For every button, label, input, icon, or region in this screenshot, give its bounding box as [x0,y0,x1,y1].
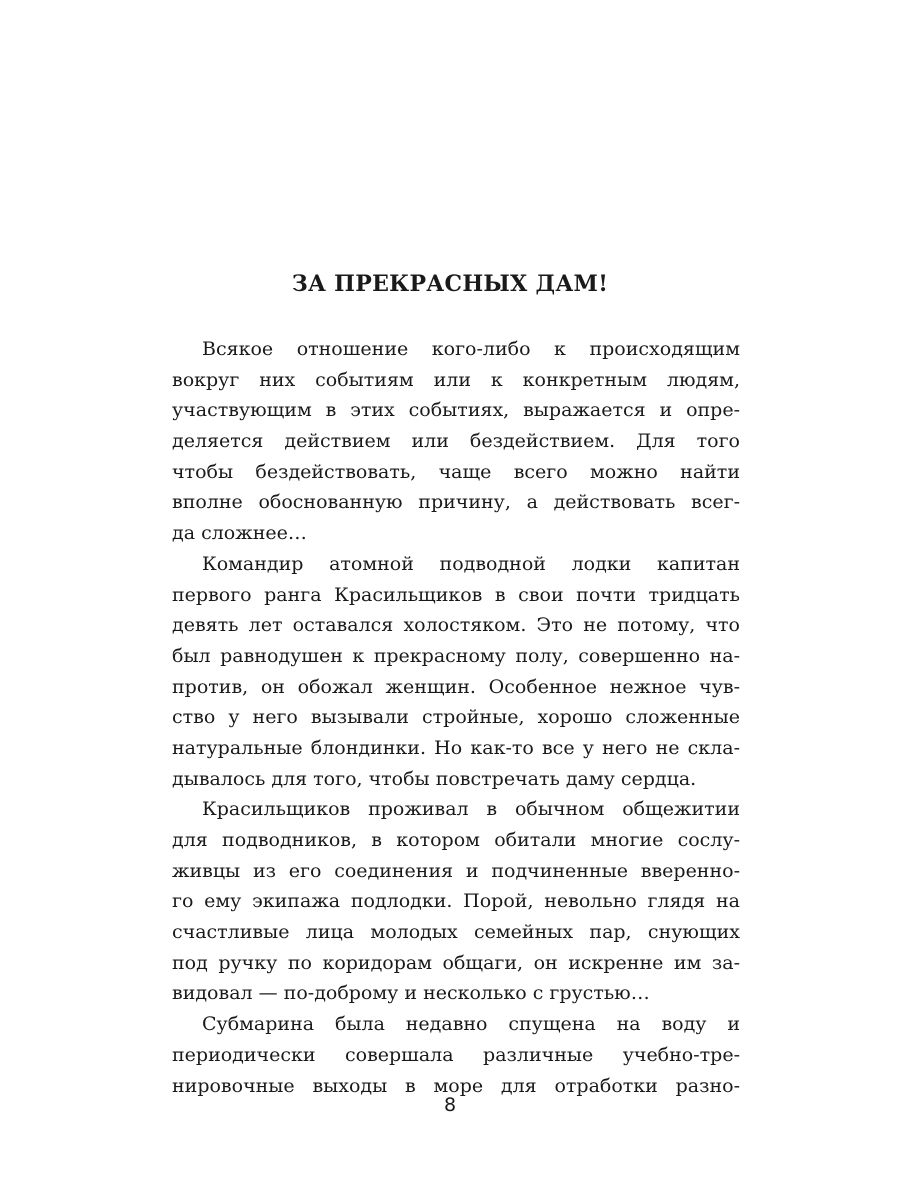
text-line: вполне обоснованную причину, а действовать всег- [172,491,740,514]
text-line: против, он обожал женщин. Особенное нежное чув- [172,675,740,698]
body-text [172,334,740,1101]
text-line: участвующим в этих событиях, выражается и опре- [172,399,740,422]
text-line: деляется действием или бездействием. Для того [172,430,740,453]
text-line: для подводников, в котором обитали многие сослу- [172,829,740,851]
text-line: нировочные выходы в море для отработки разно- [172,1074,740,1097]
text-line: видовал — по-доброму и несколько с грустью… [172,982,650,1005]
text-line: периодически совершала различные учебно-тре- [172,1043,740,1066]
text-line: Командир атомной подводной лодки капитан [202,552,740,575]
text-line: девять лет оставался холостяком. Это не потому, что [172,614,740,637]
text-line: дывалось для того, чтобы повстречать даму сердца. [172,767,697,790]
text-line: Всякое отношение кого-либо к происходящим [202,338,740,360]
text-line: натуральные блондинки. Но как-то все у него не скла- [172,736,740,759]
text-line: счастливые лица молодых семейных пар, снующих [172,921,740,944]
text-line: первого ранга Красильщиков в свои почти тридцать [172,583,740,606]
chapter-title: ЗА ПРЕКРАСНЫХ ДАМ! [291,271,609,297]
text-line: Красильщиков проживал в обычном общежитии [202,798,740,821]
text-line: под ручку по коридорам общаги, он искренне им за- [172,951,740,974]
text-line: да сложнее… [172,522,307,545]
text-line: был равнодушен к прекрасному полу, совершенно на- [172,644,740,667]
page-number: 8 [443,1094,457,1116]
text-line: чтобы бездействовать, чаще всего можно найти [172,460,740,483]
text-line: го ему экипажа подлодки. Порой, невольно глядя на [172,890,740,913]
text-line: живцы из его соединения и подчиненные вверенно- [172,859,740,882]
text-line: ство у него вызывали стройные, хорошо сложенные [172,706,740,729]
text-line: вокруг них событиям или к конкретным людям, [172,368,740,391]
text-line: Субмарина была недавно спущена на воду и [202,1013,740,1036]
